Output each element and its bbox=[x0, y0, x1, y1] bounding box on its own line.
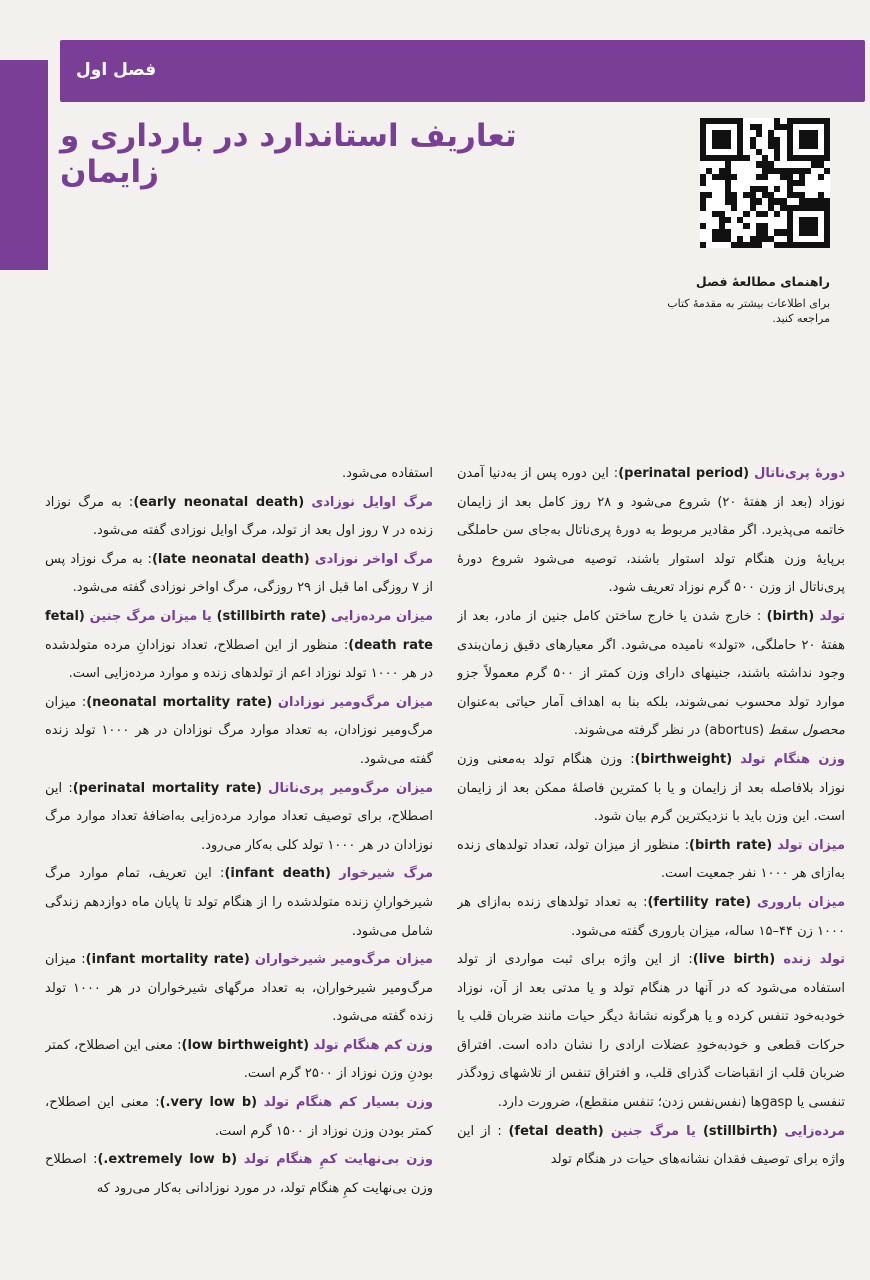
definition-term-english: (fertility rate) bbox=[647, 894, 752, 910]
definition-text-continued: (abortus) در نظر گرفته می‌شوند. bbox=[573, 723, 769, 739]
definition-paragraph bbox=[45, 1146, 433, 1203]
chapter-header-bar bbox=[60, 40, 865, 102]
definition-text: : خارج شدن یا خارج ساختن کامل جنین از مادر، بعد از هفتهٔ ۲۰ حاملگی، «تولد» نامیده می‌شود. اگر معیارهای دقیق زمان‌بندی وجود نداشته باشند، جنینهای دارای وزن کمتر از ۵۰۰ گرم معمولاً جزو موارد تولد محسوب نمی‌شوند، بلکه بنا به اهداف آمار حیاتی به‌عنوان bbox=[457, 608, 845, 710]
qr-code-icon[interactable] bbox=[700, 118, 830, 248]
definition-term-english: (extremely low b.) bbox=[97, 1152, 238, 1168]
definition-text: : وزن هنگام تولد به‌معنی وزن نوزاد بلافاصله بعد از زایمان و یا با کمترین فاصلهٔ ممکن بعد از زایمان است. این وزن باید با نزدیکترین گرم بیان شود. bbox=[457, 751, 845, 825]
definition-text: : به تعداد تولدهای زنده به‌ازای هر ۱۰۰۰ زن ۴۴–۱۵ ساله، میزان باروری گفته می‌شود. bbox=[457, 894, 845, 939]
definition-paragraph bbox=[457, 460, 845, 603]
definition-text: : منظور از این اصطلاح، تعداد نوزادانِ مرده متولدشده در هر ۱۰۰۰ تولد نوزاد اعم از تولدهای زنده و موارد مرده‌زایی است. bbox=[45, 637, 433, 682]
definition-term: میزان مرگ‌ومیر پری‌ناتال bbox=[268, 780, 433, 796]
definition-paragraph bbox=[45, 946, 433, 1032]
study-guide-text: برای اطلاعات بیشتر به مقدمهٔ کتاب مراجعه کنید. bbox=[667, 297, 830, 325]
definition-term-english: (early neonatal death) bbox=[133, 494, 305, 510]
definition-term: وزن بسیار کم هنگام تولد bbox=[263, 1095, 433, 1111]
definition-term: میزان مرگ‌ومیر شیرخواران bbox=[254, 952, 433, 968]
definition-paragraph bbox=[457, 832, 845, 889]
page-title: تعاریف استاندارد در بارداری و زایمان bbox=[60, 118, 517, 190]
definition-paragraph bbox=[45, 860, 433, 946]
definition-text: : میزان مرگ‌ومیر شیرخواران، به تعداد مرگهای شیرخواران در هر ۱۰۰۰ تولد زنده گفته می‌شود. bbox=[45, 952, 433, 1025]
definition-text: : معنی این اصطلاح، کمتر بودن وزن نوزاد از ۱۵۰۰ گرم است. bbox=[45, 1095, 433, 1139]
definition-term: مرگ شیرخوار bbox=[339, 866, 433, 882]
definition-paragraph bbox=[45, 689, 433, 775]
definition-paragraph bbox=[457, 946, 845, 1118]
definition-paragraph bbox=[457, 603, 845, 746]
definition-term-english: (very low b.) bbox=[159, 1095, 258, 1111]
definition-term: تولد bbox=[819, 608, 845, 624]
definition-term: میزان تولد bbox=[777, 837, 845, 853]
chapter-label: فصل اول bbox=[76, 60, 157, 80]
definition-paragraph bbox=[45, 460, 433, 489]
definition-paragraph bbox=[45, 546, 433, 603]
definition-paragraph bbox=[457, 889, 845, 946]
text-column-right bbox=[457, 460, 845, 1250]
definition-term-english: (birthweight) bbox=[634, 751, 733, 767]
definition-term-english: (perinatal period) bbox=[618, 466, 750, 481]
definition-term-alt-english: (fetal death rate) bbox=[45, 608, 433, 653]
definition-text: : اصطلاح وزن بی‌نهایت کمِ هنگام تولد، در مورد نوزادانی به‌کار می‌رود که bbox=[45, 1152, 433, 1196]
study-guide-title: راهنمای مطالعهٔ فصل bbox=[695, 274, 830, 289]
definition-paragraph bbox=[45, 489, 433, 546]
definition-term-english: (low birthweight) bbox=[181, 1037, 310, 1053]
definition-term-alt: یا میزان مرگ جنین bbox=[84, 608, 217, 624]
definition-term-english: (infant death) bbox=[224, 866, 331, 882]
definition-paragraph bbox=[45, 775, 433, 861]
definition-text: : از این واژه برای توصیف فقدان نشانه‌های حیات در هنگام تولد bbox=[457, 1123, 845, 1168]
definition-term: تولد زنده bbox=[783, 952, 845, 968]
definition-term-alt-english: (fetal death) bbox=[508, 1123, 604, 1139]
definition-term: مرده‌زایی bbox=[784, 1123, 845, 1139]
definition-term: مرگ اوایل نوزادی bbox=[311, 494, 433, 510]
definition-italic: محصول سقط bbox=[768, 723, 845, 739]
definition-text: : این اصطلاح، برای توصیف تعداد موارد مرده‌زایی به‌اضافهٔ تعداد موارد مرگ نوزادان در هر ۱۰۰۰ تولد کلی به‌کار می‌رود. bbox=[45, 780, 433, 853]
definition-text: : این دوره پس از به‌دنیا آمدن نوزاد (بعد از هفتهٔ ۲۰) شروع می‌شود و ۲۸ روز کامل بعد از زایمان خاتمه می‌پذیرد. اگر مقادیر مربوط به دورهٔ پری‌ناتال به‌جای سن حاملگی برپایهٔ وزن هنگام تولد استوار باشند، توصیه می‌شود شروع دورهٔ پری‌ناتال از وزن ۵۰۰ گرم نوزاد تعریف شود. bbox=[457, 466, 845, 596]
definition-paragraph bbox=[45, 1032, 433, 1089]
definition-text: : از این واژه برای ثبت مواردی از تولد استفاده می‌شود که در آنها در هنگام تولد و یا مدتی بعد از آن، نوزاد خودبه‌خود تنفس کرده و یا هرگونه نشانهٔ دیگر حیات مانند ضربان قلب یا حرکات قطعی و خودبه‌خودِ عضلات ارادی را نشان داده است. افتراق ضربان قلب از انقباضات گذرای قلب، و افتراق تنفس از تلاشهای زودگذر تنفسی یا gaspها (نفس‌نفس زدن؛ تنفس منقطع)، ضرورت دارد. bbox=[457, 952, 845, 1111]
definition-term-english: (stillbirth) bbox=[702, 1123, 778, 1139]
definition-term-english: (neonatal mortality rate) bbox=[86, 694, 273, 710]
definition-text: : میزان مرگ‌ومیر نوزادان، به تعداد موارد مرگ نوزادان در هر ۱۰۰۰ تولد زنده گفته می‌شود. bbox=[45, 694, 433, 767]
definition-term-english: (infant mortality rate) bbox=[85, 952, 250, 968]
text-column-left bbox=[45, 460, 433, 1250]
definition-text: : این تعریف، تمام موارد مرگ شیرخوارانِ زنده متولدشده را از هنگام تولد تا پایان ماه دوازدهم زندگی شامل می‌شود. bbox=[45, 866, 433, 939]
definition-term-english: (late neonatal death) bbox=[151, 551, 310, 567]
definition-term-english: (perinatal mortality rate) bbox=[72, 780, 262, 796]
definition-term-english: (birth) bbox=[766, 608, 815, 624]
definition-term: وزن هنگام تولد bbox=[740, 751, 845, 767]
definition-term: میزان مرگ‌ومیر نوزادان bbox=[277, 694, 433, 710]
definition-paragraph bbox=[457, 1118, 845, 1175]
chapter-side-tab bbox=[0, 60, 48, 270]
definition-paragraph bbox=[45, 603, 433, 689]
definition-paragraph bbox=[45, 1089, 433, 1146]
definition-text: : به مرگ نوزاد زنده در ۷ روز اول بعد از تولد، مرگ اوایل نوزادی گفته می‌شود. bbox=[45, 494, 433, 539]
definition-text: : معنی این اصطلاح، کمتر بودنِ وزن نوزاد از ۲۵۰۰ گرم است. bbox=[45, 1037, 433, 1082]
definition-text: استفاده می‌شود. bbox=[341, 466, 433, 481]
definition-text: : به مرگ نوزاد پس از ۷ روزگی اما قبل از ۲۹ روزگی، مرگ اواخر نوزادی گفته می‌شود. bbox=[45, 551, 433, 596]
definition-text: : منظور از میزان تولد، تعداد تولدهای زنده به‌ازای هر ۱۰۰۰ نفر جمعیت است. bbox=[457, 837, 845, 882]
definition-term: دورهٔ پری‌ناتال bbox=[754, 466, 845, 481]
definition-term-alt: یا مرگ جنین bbox=[603, 1123, 703, 1139]
definition-term: وزن کم هنگام تولد bbox=[313, 1037, 433, 1053]
definition-term: وزن بی‌نهایت کمِ هنگام تولد bbox=[243, 1152, 433, 1168]
definition-term-english: (birth rate) bbox=[689, 837, 773, 853]
definition-term: میزان باروری bbox=[756, 894, 845, 910]
definition-term: مرگ اواخر نوزادی bbox=[314, 551, 433, 567]
definition-paragraph bbox=[457, 746, 845, 832]
definition-term: میزان مرده‌زایی bbox=[330, 608, 433, 624]
definition-term-english: (live birth) bbox=[692, 952, 776, 968]
definition-term-english: (stillbirth rate) bbox=[216, 608, 327, 624]
